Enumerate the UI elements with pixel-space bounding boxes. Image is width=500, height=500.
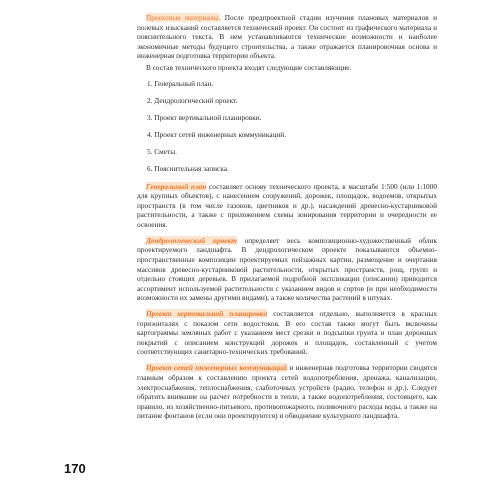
components-list	[137, 79, 437, 174]
paragraph-vertical-planning	[137, 309, 437, 357]
list-intro: В состав технического проекта входят следующие составляющие.	[146, 63, 352, 73]
page-number: 170	[64, 461, 86, 476]
list-item: 2. Дендрологический проект.	[147, 95, 238, 105]
paragraph-intro	[137, 13, 437, 61]
list-item: 6. Пояснительная записка.	[147, 164, 229, 174]
list-item: 3. Проект вертикальной планировки.	[147, 113, 262, 123]
term-engineering-networks: Проект сетей инженерных коммуникаций	[146, 363, 288, 373]
term-project-materials: Проектные материалы.	[146, 13, 221, 22]
general-plan-text: составляет основу технического проекта, в масштабе 1:500 (или 1:1000 для крупных объектов), с нанесением сооружений, дорожек, площадок, водоемов, открытых пространств (в том числе газонов, цветников и др.), насаждений древесно-кустарниковой растительности, а также с приложением схемы зонирования территории и очередности ее освоения.	[137, 181, 437, 229]
intro-text: После предпроектной стадии изучения плановых материалов и полевых изысканий составляется технический проект. Он состоит из графического материала и пояснительного текста. В нем устанавливаются технические возможности и наиболее экономичные методы будущего строительства, а также отражается планировочная основа и инженерная подготовка территории объекта.	[137, 13, 437, 61]
list-item: 1. Генеральный план.	[147, 78, 214, 88]
paragraph-engineering-networks	[137, 363, 437, 420]
term-dendro-project: Дендрологический проект	[146, 235, 237, 245]
engineering-networks-text: и инженерная подготовка территории сводятся главным образом к составлению проекта сетей водопотребления, дренажа, канализации, электроснабжения, теплоснабжения, слаботочных устройств (радио, телефон и др.). Следует обратить внимание на расчет потребности в тепле, а также водопотребления, состоящего, как правило, из хозяйственно-питьевого, противопожарного, поливочного расхода воды, а также на питание фонтанов (если они проектируются) и обводнение культурного ландшафта.	[137, 363, 438, 421]
vertical-planning-text: составляется отдельно, выполняется в красных горизонталях с показом сети водостоков. В его состав также могут быть включены картограммы земляных работ с указанием мест срезки и подсыпки грунта и план дорожных покрытий с описанием конструкций дорожек и площадок, составленный с учетом соответствующих санитарно-технических требований.	[137, 309, 437, 357]
term-general-plan: Генеральный план	[146, 181, 207, 191]
paragraph-dendro-project	[137, 236, 437, 303]
dendro-project-text: определяет весь композиционно-художественный облик проектируемого ландшафта. В дендрологическом проекте показываются объемно-пространственные композиции проектируемых пейзажных картин, размещение и очертания массивов древесно-кустарниковой растительности, открытых пространств, рощ, групп и отдельно стоящих деревьев. В прилагаемой подробной экспликации (описании) приводится ассортимент используемой растительности с указанием видов и сортов (и при необходимости возможности их замены другими видами), а также количества растений в штуках.	[137, 235, 437, 303]
list-item: 4. Проект сетей инженерных коммуникаций.	[147, 130, 287, 140]
text-column	[137, 13, 437, 423]
list-item: 5. Сметы.	[147, 147, 177, 157]
term-vertical-planning: Проект вертикальной планировки	[146, 309, 268, 319]
paragraph-general-plan	[137, 182, 437, 230]
